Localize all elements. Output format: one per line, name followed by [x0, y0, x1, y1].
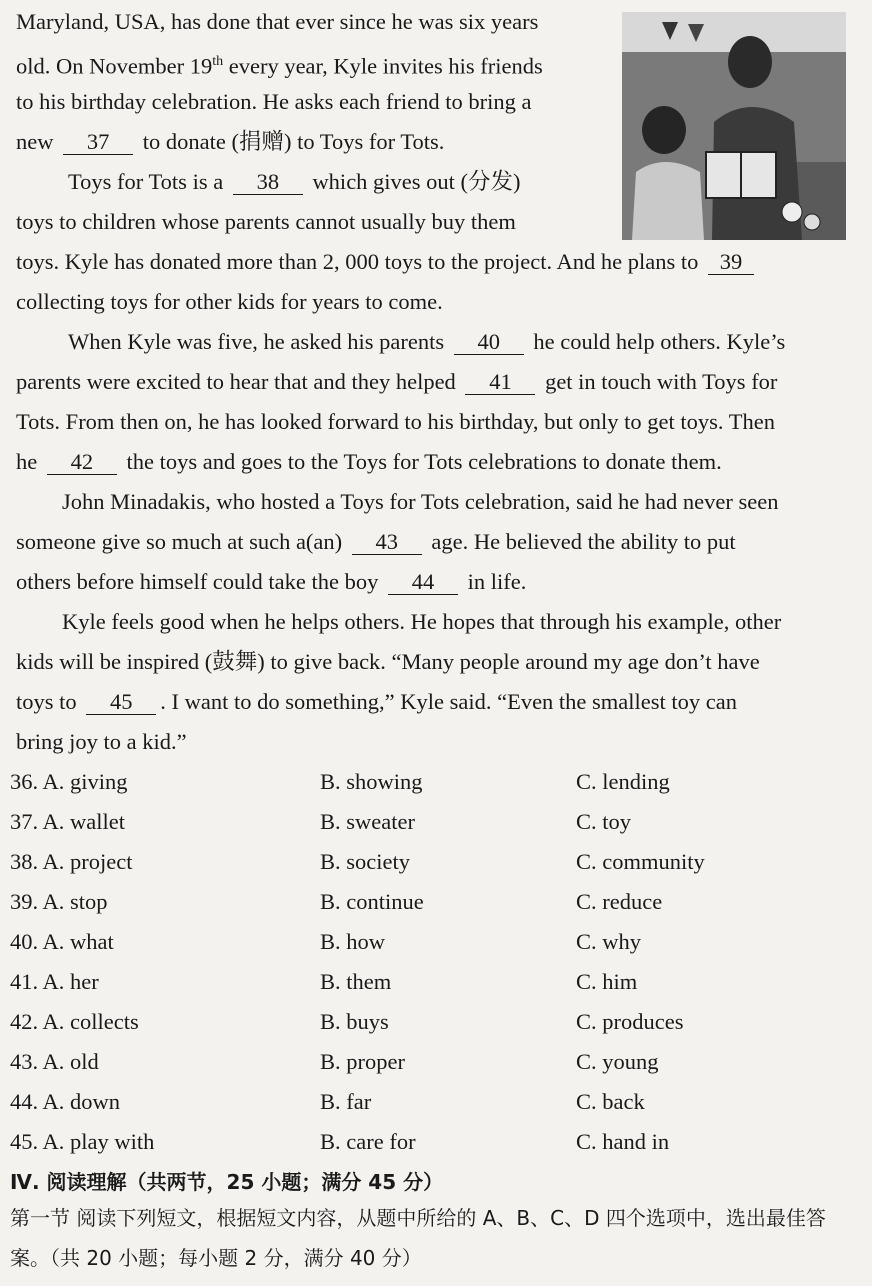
option-b: B. continue	[320, 889, 424, 914]
option-c: C. produces	[576, 1009, 684, 1034]
option-c: C. reduce	[576, 889, 663, 914]
text-segment: to donate (捐赠) to Toys for Tots.	[137, 129, 445, 154]
question-37	[10, 802, 850, 842]
text-line	[16, 242, 852, 282]
text-line	[16, 402, 852, 442]
text-segment: Tots. From then on, he has looked forward to his birthday, but only to get toys. Then	[16, 409, 775, 434]
option-c: C. toy	[576, 809, 632, 834]
option-c: C. young	[576, 1049, 659, 1074]
section-title: Ⅳ. 阅读理解（共两节，25 小题；满分 45 分）	[10, 1170, 444, 1194]
option-a: 36. A. giving	[10, 769, 128, 794]
option-b: B. care for	[320, 1129, 416, 1154]
text-line	[16, 82, 852, 122]
question-39	[10, 882, 850, 922]
text-segment: which gives out (分发)	[306, 169, 521, 194]
text-segment: age. He believed the ability to put	[425, 529, 736, 554]
blank-38: 38	[233, 170, 303, 195]
text-segment: parents were excited to hear that and they helped	[16, 369, 462, 394]
text-line	[16, 162, 852, 202]
text-segment: he	[16, 449, 43, 474]
option-c: C. community	[576, 849, 705, 874]
blank-37: 37	[63, 130, 133, 155]
option-b: B. far	[320, 1089, 372, 1114]
text-segment: to his birthday celebration. He asks each friend to bring a	[16, 89, 532, 114]
option-b: B. society	[320, 849, 410, 874]
text-segment: When Kyle was five, he asked his parents	[68, 329, 450, 354]
text-segment: toys. Kyle has donated more than 2, 000 toys to the project. And he plans to	[16, 249, 705, 274]
text-segment: others before himself could take the boy	[16, 569, 385, 594]
text-segment: Maryland, USA, has done that ever since he was six years	[16, 9, 539, 34]
blank-44: 44	[388, 570, 458, 595]
text-line	[16, 562, 852, 602]
text-segment: bring joy to a kid.”	[16, 729, 187, 754]
option-b: B. showing	[320, 769, 423, 794]
paragraph-3	[16, 322, 852, 482]
superscript: th	[212, 54, 224, 69]
text-line	[16, 202, 852, 242]
text-segment: get in touch with Toys for	[539, 369, 778, 394]
option-a: 41. A. her	[10, 969, 99, 994]
text-line	[16, 682, 852, 722]
option-b: B. how	[320, 929, 386, 954]
question-45	[10, 1122, 850, 1162]
option-a: 37. A. wallet	[10, 809, 125, 834]
text-segment: Toys for Tots is a	[68, 169, 229, 194]
text-line	[16, 362, 852, 402]
text-segment: old. On November 19	[16, 53, 213, 79]
option-a: 43. A. old	[10, 1049, 99, 1074]
question-41	[10, 962, 850, 1002]
blank-40: 40	[454, 330, 524, 355]
question-43	[10, 1042, 850, 1082]
paragraph-4	[16, 482, 852, 602]
option-a: 38. A. project	[10, 849, 133, 874]
text-segment: kids will be inspired (鼓舞) to give back. “Many people around my age don’t have	[16, 649, 760, 674]
option-b: B. them	[320, 969, 392, 994]
option-a: 45. A. play with	[10, 1129, 155, 1154]
text-segment: in life.	[462, 569, 527, 594]
paragraph-1	[16, 2, 852, 162]
text-segment: . I want to do something,” Kyle said. “Even the smallest toy can	[160, 689, 738, 714]
text-line	[16, 122, 852, 162]
blank-39: 39	[708, 250, 754, 275]
option-b: B. sweater	[320, 809, 415, 834]
text-line	[16, 602, 852, 642]
blank-43: 43	[352, 530, 422, 555]
question-40	[10, 922, 850, 962]
text-segment: Kyle feels good when he helps others. He hopes that through his example, other	[62, 609, 782, 634]
text-segment: new	[16, 129, 60, 154]
text-segment: someone give so much at such a(an)	[16, 529, 348, 554]
blank-45: 45	[86, 690, 156, 715]
option-c: C. back	[576, 1089, 645, 1114]
text-segment: every year, Kyle invites his friends	[223, 53, 543, 79]
text-segment: toys to children whose parents cannot usually buy them	[16, 209, 516, 234]
text-segment: the toys and goes to the Toys for Tots celebrations to donate them.	[120, 449, 722, 474]
blank-41: 41	[465, 370, 535, 395]
option-c: C. lending	[576, 769, 670, 794]
option-a: 39. A. stop	[10, 889, 108, 914]
text-line	[16, 2, 852, 42]
option-a: 40. A. what	[10, 929, 114, 954]
text-line	[16, 642, 852, 682]
option-c: C. him	[576, 969, 638, 994]
text-line	[16, 42, 852, 82]
option-a: 42. A. collects	[10, 1009, 139, 1034]
text-line	[16, 322, 852, 362]
text-segment: he could help others. Kyle’s	[527, 329, 786, 354]
text-segment: collecting toys for other kids for years to come.	[16, 289, 443, 314]
question-38	[10, 842, 850, 882]
text-line	[16, 282, 852, 322]
question-42	[10, 1002, 850, 1042]
option-b: B. proper	[320, 1049, 405, 1074]
option-a: 44. A. down	[10, 1089, 121, 1114]
blank-42: 42	[47, 450, 117, 475]
section-instructions: 第一节 阅读下列短文，根据短文内容，从题中所给的 A、B、C、D 四个选项中，选出最佳答案。（共 20 小题；每小题 2 分，满分 40 分）	[10, 1206, 826, 1270]
option-c: C. hand in	[576, 1129, 670, 1154]
text-line	[16, 722, 852, 762]
option-c: C. why	[576, 929, 642, 954]
text-line	[16, 442, 852, 482]
option-b: B. buys	[320, 1009, 389, 1034]
text-line	[16, 522, 852, 562]
question-44	[10, 1082, 850, 1122]
text-segment: toys to	[16, 689, 83, 714]
text-segment: John Minadakis, who hosted a Toys for Tots celebration, said he had never seen	[62, 489, 779, 514]
text-line	[16, 482, 852, 522]
paragraph-2	[16, 162, 852, 322]
paragraph-5	[16, 602, 852, 762]
question-36	[10, 762, 850, 802]
